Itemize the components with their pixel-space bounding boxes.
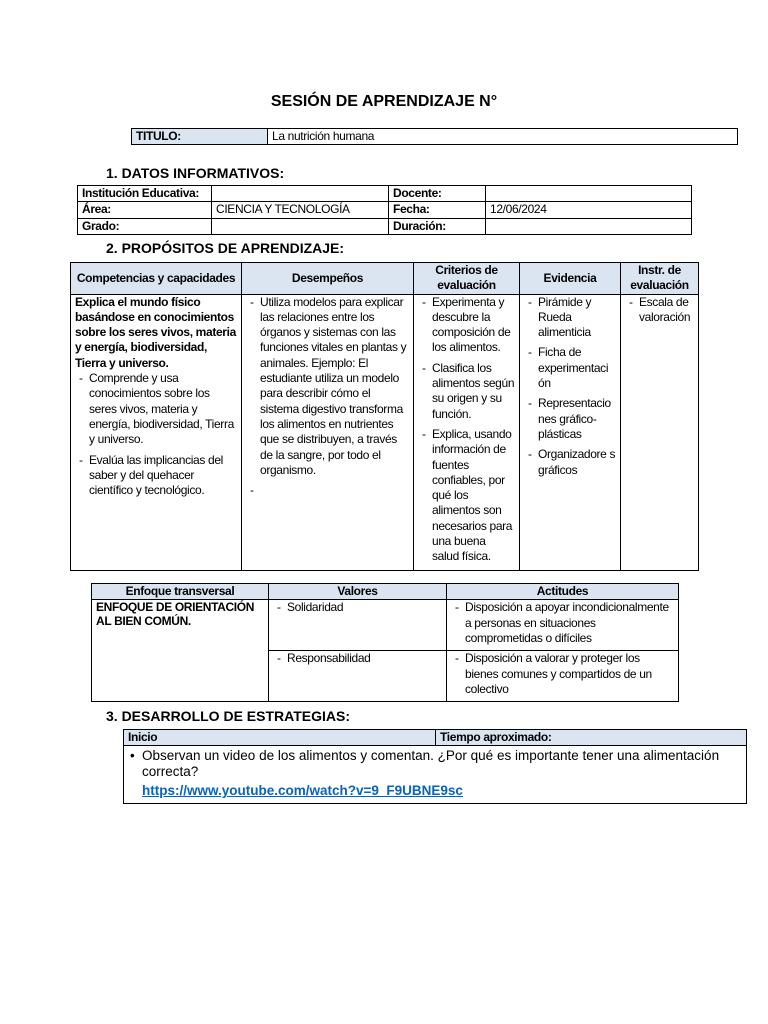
evidencia-item: - Representacio nes gráfico-plásticas xyxy=(524,396,616,442)
criterio-item: - Explica, usando información de fuentes confiables, por qué los alimentos son necesarios para una buena salud física. xyxy=(418,427,515,565)
header-enfoque: Enfoque transversal xyxy=(92,584,269,600)
grado-value xyxy=(212,218,389,234)
criterio-item: - Clasifica los alimentos según su origen y su función. xyxy=(418,361,515,422)
desempeno-item: - Utiliza modelos para explicar las relaciones entre los órganos y sistemas con las funciones vitales en plantas y animales. Ejemplo: El estudiante utiliza un modelo para describir cómo el sistema digestivo transforma los alimentos en nutrientes que se distribuyen, a través de la sangre, por todo el organismo. xyxy=(246,295,409,479)
actitud-item: - Disposición a valorar y proteger los bienes comunes y compartidos de un colectivo xyxy=(451,651,674,697)
section-estrategias: 3. DESARROLLO DE ESTRATEGIAS: xyxy=(106,708,350,724)
tiempo-label: Tiempo aproximado: xyxy=(436,730,747,746)
evidencia-cell xyxy=(520,294,621,570)
competencias-cell xyxy=(71,294,242,570)
evidencia-item: - Pirámide y Rueda alimenticia xyxy=(524,295,616,341)
header-instrumento: Instr. de evaluación xyxy=(621,263,699,295)
header-valores: Valores xyxy=(269,584,447,600)
institucion-value xyxy=(212,186,389,202)
titulo-value: La nutrición humana xyxy=(268,129,738,145)
header-competencias: Competencias y capacidades xyxy=(71,263,242,295)
valor-cell xyxy=(269,651,447,702)
actitud-cell xyxy=(447,651,679,702)
propositos-table xyxy=(70,262,699,571)
header-evidencia: Evidencia xyxy=(520,263,621,295)
inicio-content xyxy=(124,746,747,804)
criterios-cell xyxy=(414,294,520,570)
area-label: Área: xyxy=(78,202,212,218)
section-propositos: 2. PROPÓSITOS DE APRENDIZAJE: xyxy=(106,240,345,256)
area-value: CIENCIA Y TECNOLOGÍA xyxy=(212,202,389,218)
fecha-value: 12/06/2024 xyxy=(486,202,692,218)
titulo-label: TITULO: xyxy=(132,129,268,145)
competencia-title: Explica el mundo físico basándose en conocimientos sobre los seres vivos, materia y energía, biodiversidad, Tierra y universo. xyxy=(75,294,236,370)
desempeno-item xyxy=(246,483,409,498)
video-link[interactable]: https://www.youtube.com/watch?v=9_F9UBNE9sc xyxy=(142,783,463,799)
enfoque-table xyxy=(91,583,679,702)
instrumento-cell xyxy=(621,294,699,570)
capacidad-item: - Comprende y usa conocimientos sobre los seres vivos, materia y energía, biodiversidad, Tierra y universo. xyxy=(75,371,237,447)
fecha-label: Fecha: xyxy=(389,202,486,218)
section-datos-informativos: 1. DATOS INFORMATIVOS: xyxy=(106,165,285,181)
estrategias-table xyxy=(123,729,747,804)
institucion-label: Institución Educativa: xyxy=(78,186,212,202)
valor-item: - Responsabilidad xyxy=(273,651,442,666)
desempenos-cell xyxy=(242,294,414,570)
evidencia-item: - Ficha de experimentaci ón xyxy=(524,345,616,391)
docente-value xyxy=(486,186,692,202)
header-desempenos: Desempeños xyxy=(242,263,414,295)
datos-table xyxy=(77,185,692,235)
instrumento-item: - Escala de valoración xyxy=(625,295,694,326)
evidencia-item: - Organizadore s gráficos xyxy=(524,447,616,478)
actitud-cell xyxy=(447,600,679,651)
inicio-label: Inicio xyxy=(124,730,436,746)
valor-cell xyxy=(269,600,447,651)
duracion-value xyxy=(486,218,692,234)
docente-label: Docente: xyxy=(389,186,486,202)
inicio-bullet-text: Observan un video de los alimentos y comentan. ¿Por qué es importante tener una alimentación correcta? xyxy=(142,748,720,780)
titulo-table xyxy=(131,128,738,145)
grado-label: Grado: xyxy=(78,218,212,234)
bullet-icon: • xyxy=(130,748,135,764)
capacidad-item: - Evalúa las implicancias del saber y del quehacer científico y tecnológico. xyxy=(75,453,237,499)
duracion-label: Duración: xyxy=(389,218,486,234)
enfoque-name: ENFOQUE DE ORIENTACIÓN AL BIEN COMÚN. xyxy=(92,600,269,702)
header-actitudes: Actitudes xyxy=(447,584,679,600)
header-criterios: Criterios de evaluación xyxy=(414,263,520,295)
criterio-item: - Experimenta y descubre la composición de los alimentos. xyxy=(418,295,515,356)
actitud-item: - Disposición a apoyar incondicionalmente a personas en situaciones comprometidas o difíciles xyxy=(451,600,674,646)
valor-item: - Solidaridad xyxy=(273,600,442,615)
document-title: SESIÓN DE APRENDIZAJE N° xyxy=(270,93,498,110)
